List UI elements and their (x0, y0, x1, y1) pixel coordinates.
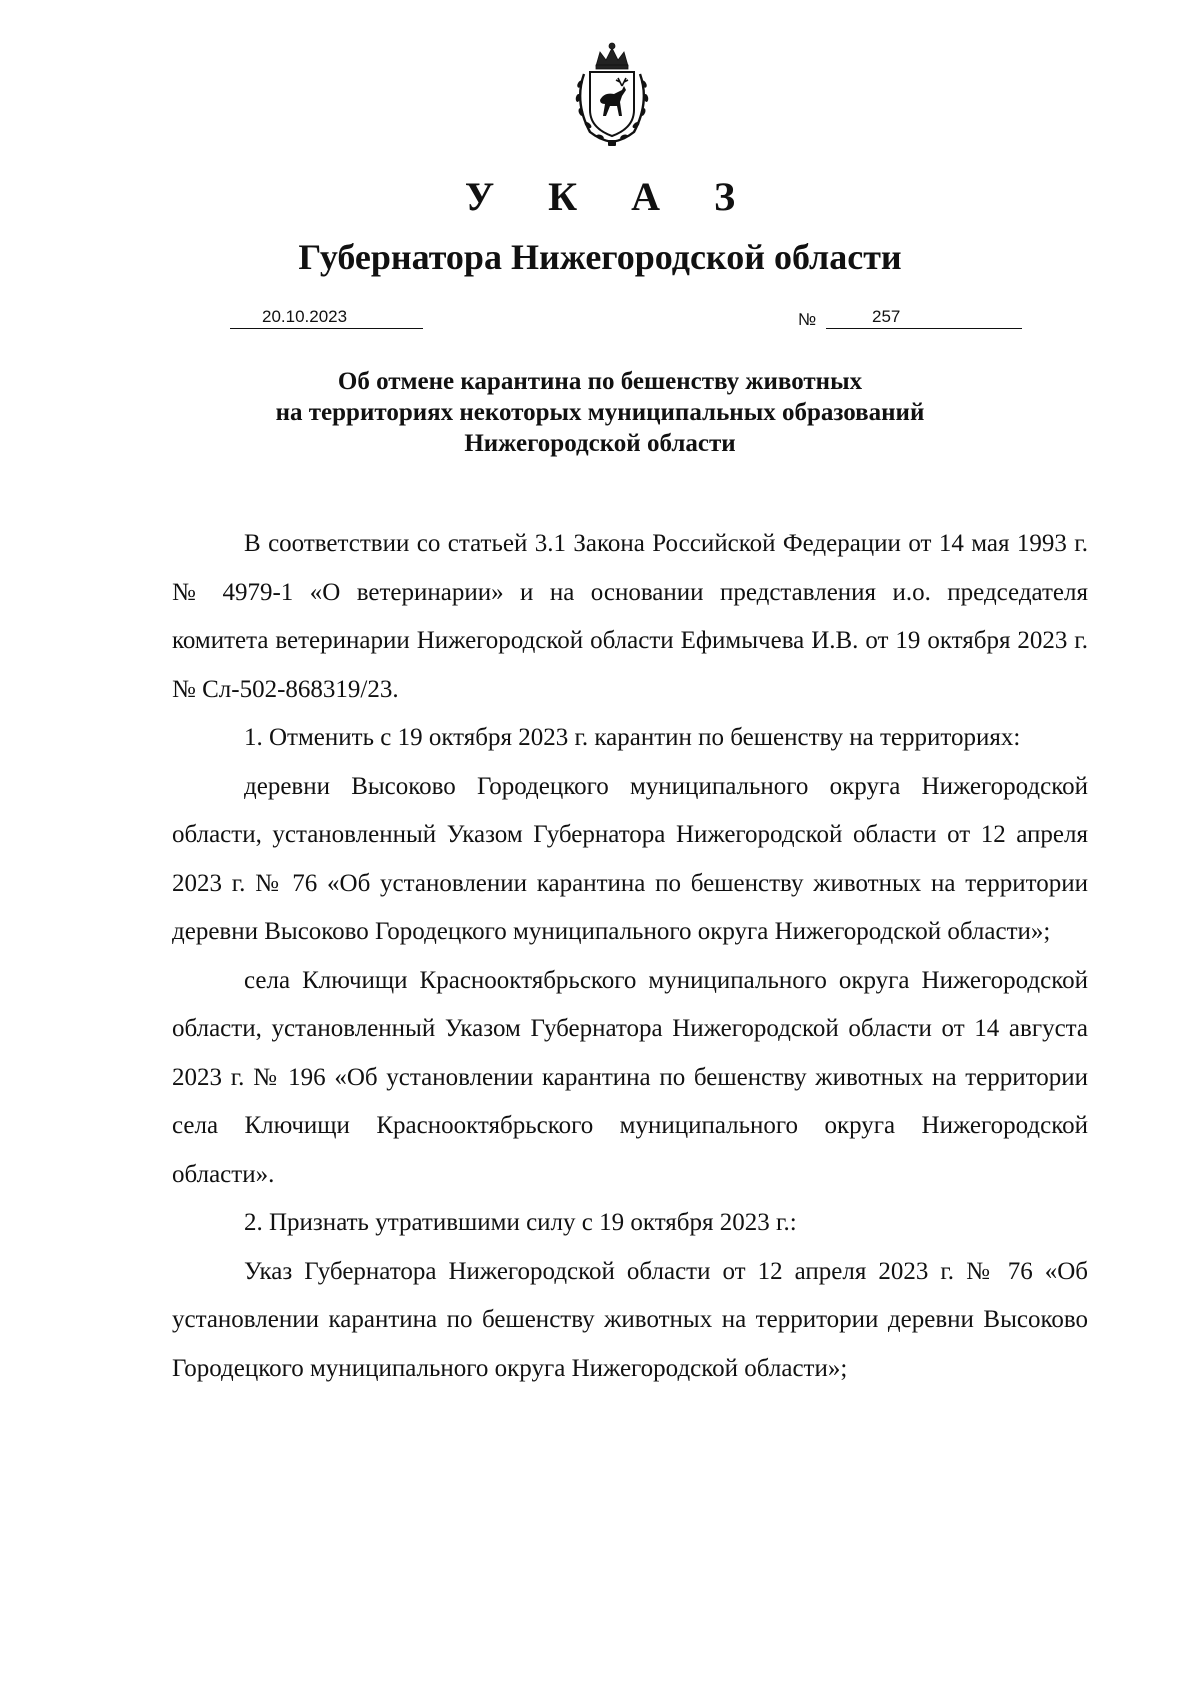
document-title-line: Об отмене карантина по бешенству животных (337, 368, 863, 395)
document-title (0, 366, 1200, 459)
body-paragraph-item-2: 2. Признать утратившими силу с 19 октября 2023 г.: (244, 1209, 797, 1236)
coat-of-arms-icon (560, 40, 664, 150)
decree-heading: У К А З (464, 174, 758, 219)
document-title-line: Нижегородской области (464, 430, 736, 457)
decree-date: 20.10.2023 (230, 306, 423, 329)
number-sign: № (798, 310, 817, 329)
document-title-line: на территориях некоторых муниципальных образований (275, 399, 925, 426)
issuer-heading: Губернатора Нижегородской области (298, 237, 902, 277)
body-paragraph-preamble: В соответствии со статьей 3.1 Закона Российской Федерации от 14 мая 1993 г. № 4979-1 «О ветеринарии» и на основании представления и.о. председателя комитета ветеринарии Нижегородской области Ефимычева И.В. от 19 октября 2023 г. № Сл-502-868319/23. (172, 530, 1088, 703)
body-paragraph-repealed-decree: Указ Губернатора Нижегородской области от 12 апреля 2023 г. № 76 «Об установлении карантина по бешенству животных на территории деревни Высоково Городецкого муниципального округа Нижегородской области»; (172, 1257, 1088, 1382)
body-paragraph-klyuchishchi: села Ключищи Краснооктябрьского муниципального округа Нижегородской области, установленный Указом Губернатора Нижегородской области от 14 августа 2023 г. № 196 «Об установлении карантина по бешенству животных на территории села Ключищи Краснооктябрьского муниципального округа Нижегородской области». (172, 966, 1088, 1188)
body-paragraph-vysokovo: деревни Высоково Городецкого муниципального округа Нижегородской области, установленный Указом Губернатора Нижегородской области от 12 апреля 2023 г. № 76 «Об установлении карантина по бешенству животных на территории деревни Высоково Городецкого муниципального округа Нижегородской области»; (172, 772, 1088, 945)
decree-body (172, 520, 1088, 1393)
body-paragraph-item-1: 1. Отменить с 19 октября 2023 г. карантин по бешенству на территориях: (244, 724, 1021, 751)
decree-number: 257 (826, 306, 1022, 329)
